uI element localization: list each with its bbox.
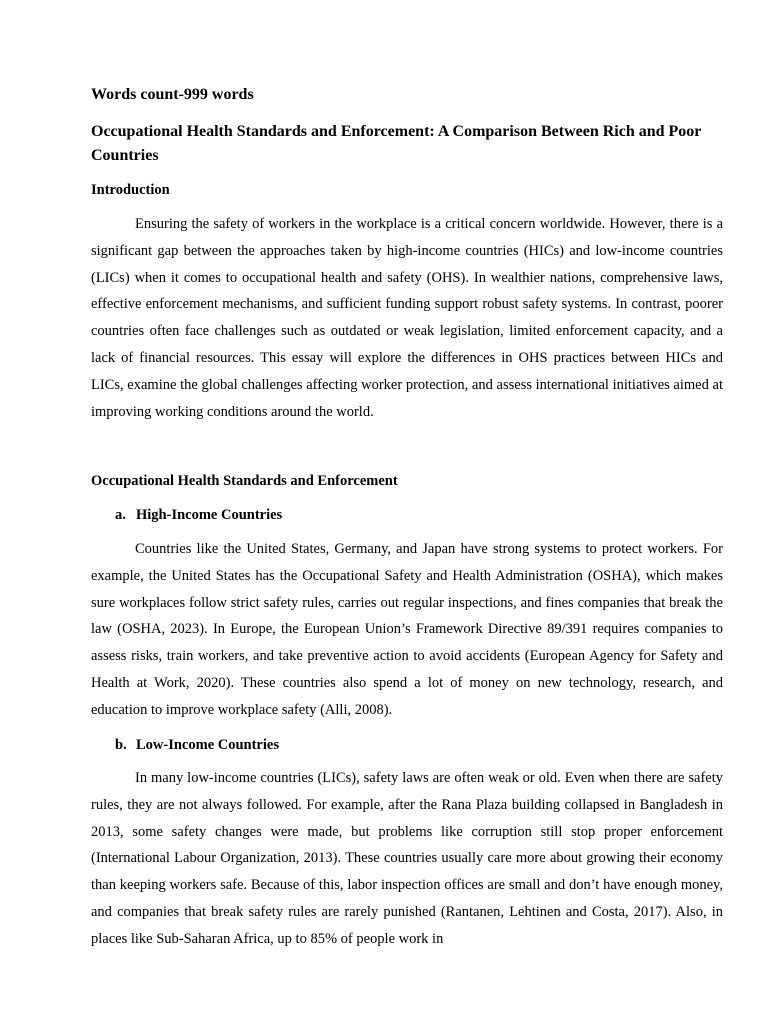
subsection-label: Low-Income Countries: [136, 737, 279, 753]
section-heading: Occupational Health Standards and Enforcement: [91, 473, 398, 489]
subsection-heading-low-income: [115, 735, 279, 755]
subsection-label: High-Income Countries: [136, 507, 283, 523]
introduction-heading: Introduction: [91, 182, 170, 198]
subsection-heading-high-income: [115, 505, 282, 525]
introduction-paragraph: Ensuring the safety of workers in the workplace is a critical concern worldwide. However, there is a significant gap between the approaches taken by high-income countries (HICs) and low-income countries (LICs) when it comes to occupational health and safety (OHS). In wealthier nations, comprehensive laws, effective enforcement mechanisms, and sufficient funding support robust safety systems. In contrast, poorer countries often face challenges such as outdated or weak legislation, limited enforcement capacity, and a lack of financial resources. This essay will explore the differences in OHS practices between HICs and LICs, examine the global challenges affecting worker protection, and assess international initiatives aimed at improving working conditions around the world.: [91, 216, 723, 420]
word-count-line: Words count-999 words: [91, 86, 254, 103]
document-title: Occupational Health Standards and Enforcement: A Comparison Between Rich and Poor Countries: [91, 123, 702, 164]
low-income-paragraph: In many low-income countries (LICs), safety laws are often weak or old. Even when there are safety rules, they are not always followed. For example, after the Rana Plaza building collapsed in Bangladesh in 2013, some safety changes were made, but problems like corruption still stop proper enforcement (International Labour Organization, 2013). These countries usually care more about growing their economy than keeping workers safe. Because of this, labor inspection offices are small and don’t have enough money, and companies that break safety rules are rarely punished (Rantanen, Lehtinen and Costa, 2017). Also, in places like Sub-Saharan Africa, up to 85% of people work in: [91, 770, 723, 947]
list-marker: b.: [115, 737, 127, 753]
list-marker: a.: [115, 507, 126, 523]
high-income-paragraph: Countries like the United States, Germany, and Japan have strong systems to protect workers. For example, the United States has the Occupational Safety and Health Administration (OSHA), which makes sure workplaces follow strict safety rules, carries out regular inspections, and fines companies that break the law (OSHA, 2023). In Europe, the European Union’s Framework Directive 89/391 requires companies to assess risks, train workers, and take preventive action to avoid accidents (European Agency for Safety and Health at Work, 2020). These countries also spend a lot of money on new technology, research, and education to improve workplace safety (Alli, 2008).: [91, 541, 723, 718]
